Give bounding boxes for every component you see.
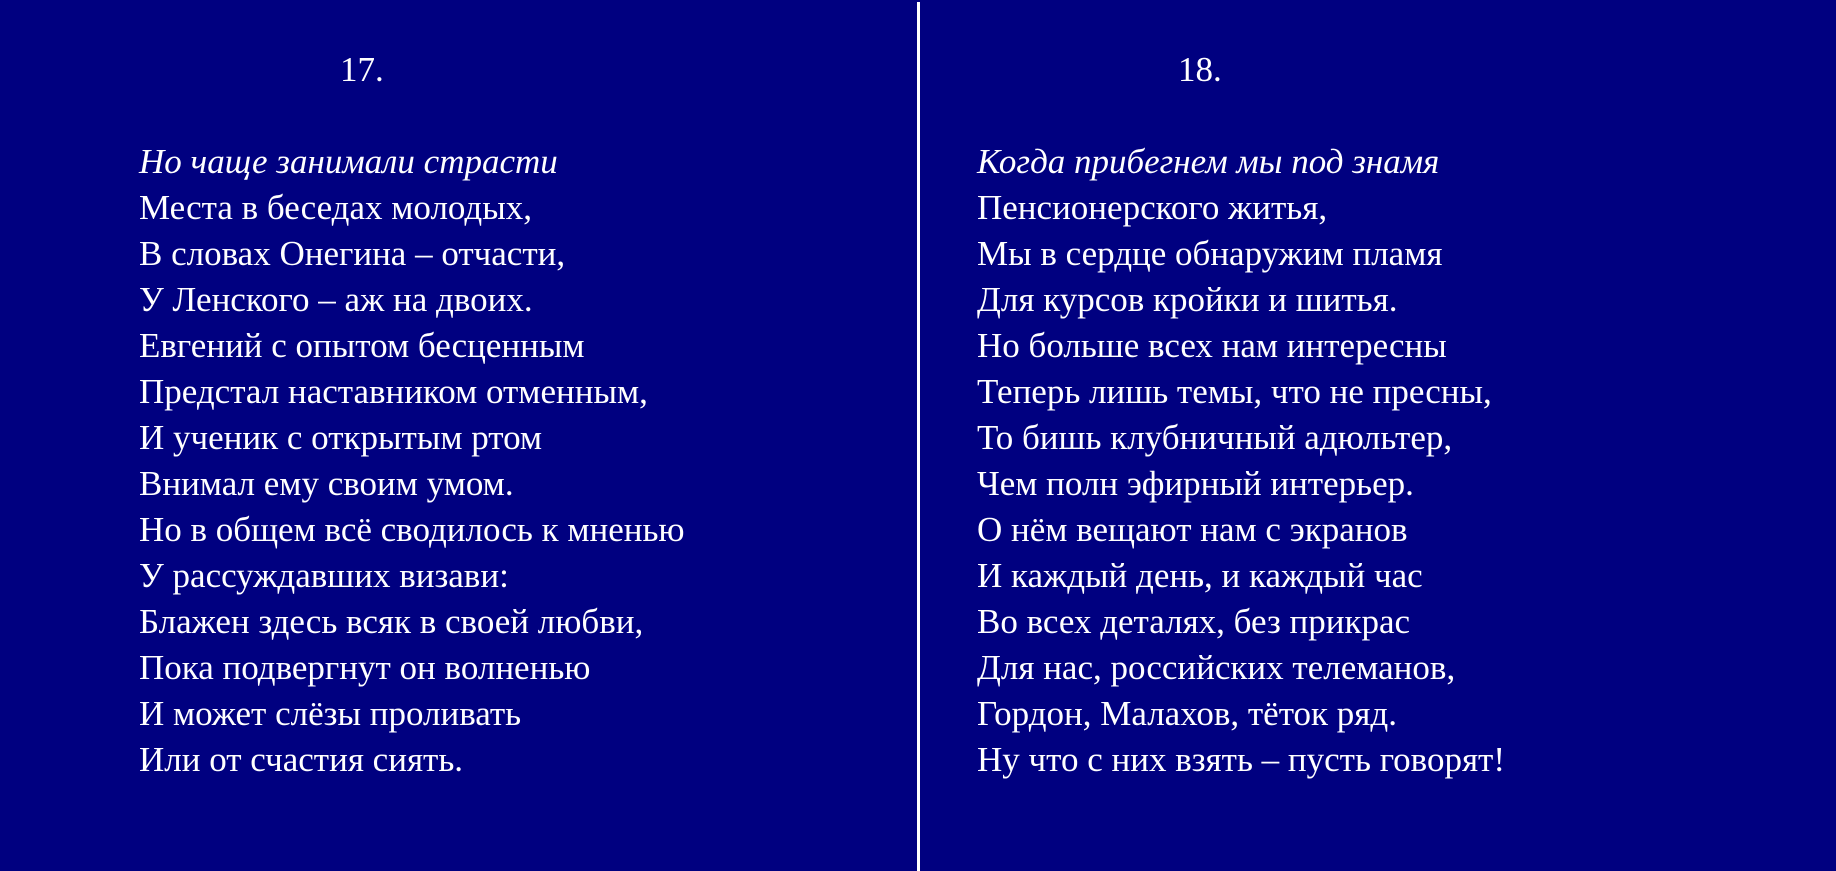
verse-line: Теперь лишь темы, что не пресны, [977, 372, 1492, 411]
stanza-number: 18. [1178, 50, 1222, 89]
verse-line: Предстал наставником отменным, [139, 372, 648, 411]
verse-line: Для нас, российских телеманов, [977, 648, 1456, 687]
verse-line: Внимал ему своим умом. [139, 464, 514, 503]
verse-line: О нём вещают нам с экранов [977, 510, 1408, 549]
verse-line: Пенсионерского житья, [977, 188, 1328, 227]
verse-line: Но чаще занимали страсти [139, 142, 558, 181]
verse-line: Или от счастия сиять. [139, 740, 464, 779]
verse-line: И ученик с открытым ртом [139, 418, 543, 457]
verse-line: Чем полн эфирный интерьер. [977, 464, 1414, 503]
verse-line: И каждый день, и каждый час [977, 556, 1423, 595]
stanza-17-text [139, 139, 685, 783]
verse-line: У Ленского – аж на двоих. [139, 280, 533, 319]
verse-line: Гордон, Малахов, тёток ряд. [977, 694, 1397, 733]
verse-line: Но в общем всё сводилось к мненью [139, 510, 685, 549]
verse-line: Мы в сердце обнаружим пламя [977, 234, 1443, 273]
verse-line: Евгений с опытом бесценным [139, 326, 585, 365]
verse-line: Во всех деталях, без прикрас [977, 602, 1411, 641]
stanza-17-page [0, 0, 917, 871]
verse-line: Для курсов кройки и шитья. [977, 280, 1398, 319]
verse-line: Блажен здесь всяк в своей любви, [139, 602, 644, 641]
stanza-18-text [977, 139, 1505, 783]
verse-line: В словах Онегина – отчасти, [139, 234, 566, 273]
verse-line: Когда прибегнем мы под знамя [977, 142, 1440, 181]
verse-line: Но больше всех нам интересны [977, 326, 1447, 365]
verse-line: Пока подвергнут он волненью [139, 648, 591, 687]
stanza-18-page [920, 0, 1836, 871]
verse-line: И может слёзы проливать [139, 694, 522, 733]
verse-line: То бишь клубничный адюльтер, [977, 418, 1453, 457]
stanza-number: 17. [340, 50, 384, 89]
verse-line: Места в беседах молодых, [139, 188, 532, 227]
verse-line: Ну что с них взять – пусть говорят! [977, 740, 1506, 779]
verse-line: У рассуждавших визави: [139, 556, 509, 595]
